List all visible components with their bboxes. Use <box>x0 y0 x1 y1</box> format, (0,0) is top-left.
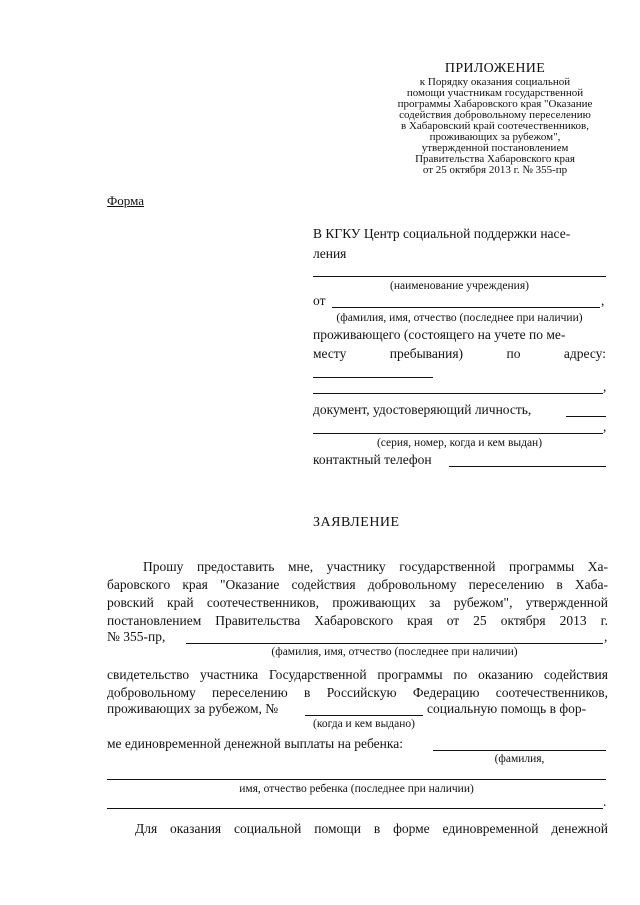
form-label: Форма <box>107 193 144 208</box>
cert-number-label: проживающих за рубежом, № <box>107 701 279 716</box>
comma: , <box>603 379 607 394</box>
body-line: добровольному переселению в Российскую Федерацию соотечественников, <box>107 685 608 700</box>
appendix-line: помощи участникам государственной <box>406 87 584 99</box>
addressee-line-2: ления <box>313 246 347 261</box>
applicant-fio-caption: (фамилия, имя, отчество (последнее при наличии) <box>271 646 518 658</box>
child-surname-field[interactable] <box>433 750 606 751</box>
address-field-1[interactable] <box>313 377 433 378</box>
period: . <box>603 794 607 809</box>
appendix-header <box>372 60 618 176</box>
residing-line-1: проживающего (состоящего на учете по ме- <box>313 327 566 342</box>
appendix-line: в Хабаровский край соотечественников, <box>401 120 589 132</box>
issued-caption: (когда и кем выдано) <box>313 718 415 730</box>
appendix-line: Правительства Хабаровского края <box>415 153 575 165</box>
phone-field[interactable] <box>449 466 606 467</box>
institution-field[interactable] <box>313 276 606 277</box>
residing-word: по <box>506 346 521 361</box>
additional-info-field[interactable] <box>107 808 603 809</box>
residing-line-2 <box>313 346 606 362</box>
appendix-line: утвержденной постановлением <box>421 142 569 154</box>
child-name-field[interactable] <box>107 779 606 780</box>
appendix-line: к Порядку оказания социальной <box>419 76 571 88</box>
body-line: Для оказания социальной помощи в форме единовременной денежной <box>135 821 608 836</box>
residing-word: месту <box>313 346 347 361</box>
body-line: постановлением Правительства Хабаровского края от 25 октября 2013 г. <box>107 613 608 628</box>
document-field-1[interactable] <box>566 416 606 417</box>
comma: , <box>601 293 605 308</box>
decree-ref: № 355-пр, <box>107 629 166 644</box>
appendix-line: программы Хабаровского края "Оказание <box>397 98 593 110</box>
residing-word: адресу: <box>563 346 606 361</box>
applicant-name-caption: (фамилия, имя, отчество (последнее при наличии) <box>336 312 583 324</box>
addressee-line-1: В КГКУ Центр социальной поддержки насе- <box>313 226 571 241</box>
institution-caption: (наименование учреждения) <box>390 280 529 292</box>
body-line: свидетельство участника Государственной программы по оказанию содействия <box>107 667 608 682</box>
document-field-2[interactable] <box>313 433 603 434</box>
appendix-title: ПРИЛОЖЕНИЕ <box>444 61 546 76</box>
body-line: ровский край соотечественников, проживающих за рубежом", утвержденной <box>107 595 608 610</box>
comma: , <box>604 629 608 644</box>
body-line: Прошу предоставить мне, участнику государственной программы Ха- <box>143 559 608 574</box>
child-name-caption: имя, отчество ребенка (последнее при наличии) <box>239 783 474 795</box>
appendix-line: содействия добровольному переселению <box>399 109 591 121</box>
cert-line-end: социальную помощь в фор- <box>427 701 587 716</box>
applicant-name-field[interactable] <box>332 307 600 308</box>
from-label: от <box>313 293 326 308</box>
document-caption: (серия, номер, когда и кем выдан) <box>376 437 543 449</box>
child-surname-caption: (фамилия, <box>494 753 545 765</box>
statement-title: ЗАЯВЛЕНИЕ <box>313 515 400 530</box>
document-label: документ, удостоверяющий личность, <box>313 402 532 417</box>
payment-label: ме единовременной денежной выплаты на ребенка: <box>107 736 403 751</box>
appendix-line: от 25 октября 2013 г. № 355-пр <box>422 164 568 176</box>
phone-label: контактный телефон <box>313 452 432 467</box>
cert-number-field[interactable] <box>305 715 423 716</box>
residing-word: пребывания) <box>389 346 464 361</box>
comma: , <box>603 419 607 434</box>
body-line: баровского края "Оказание содействия добровольному переселению в Хаба- <box>107 577 608 592</box>
address-field-2[interactable] <box>313 393 603 394</box>
appendix-line: проживающих за рубежом", <box>429 131 561 143</box>
applicant-fio-field[interactable] <box>186 643 603 644</box>
